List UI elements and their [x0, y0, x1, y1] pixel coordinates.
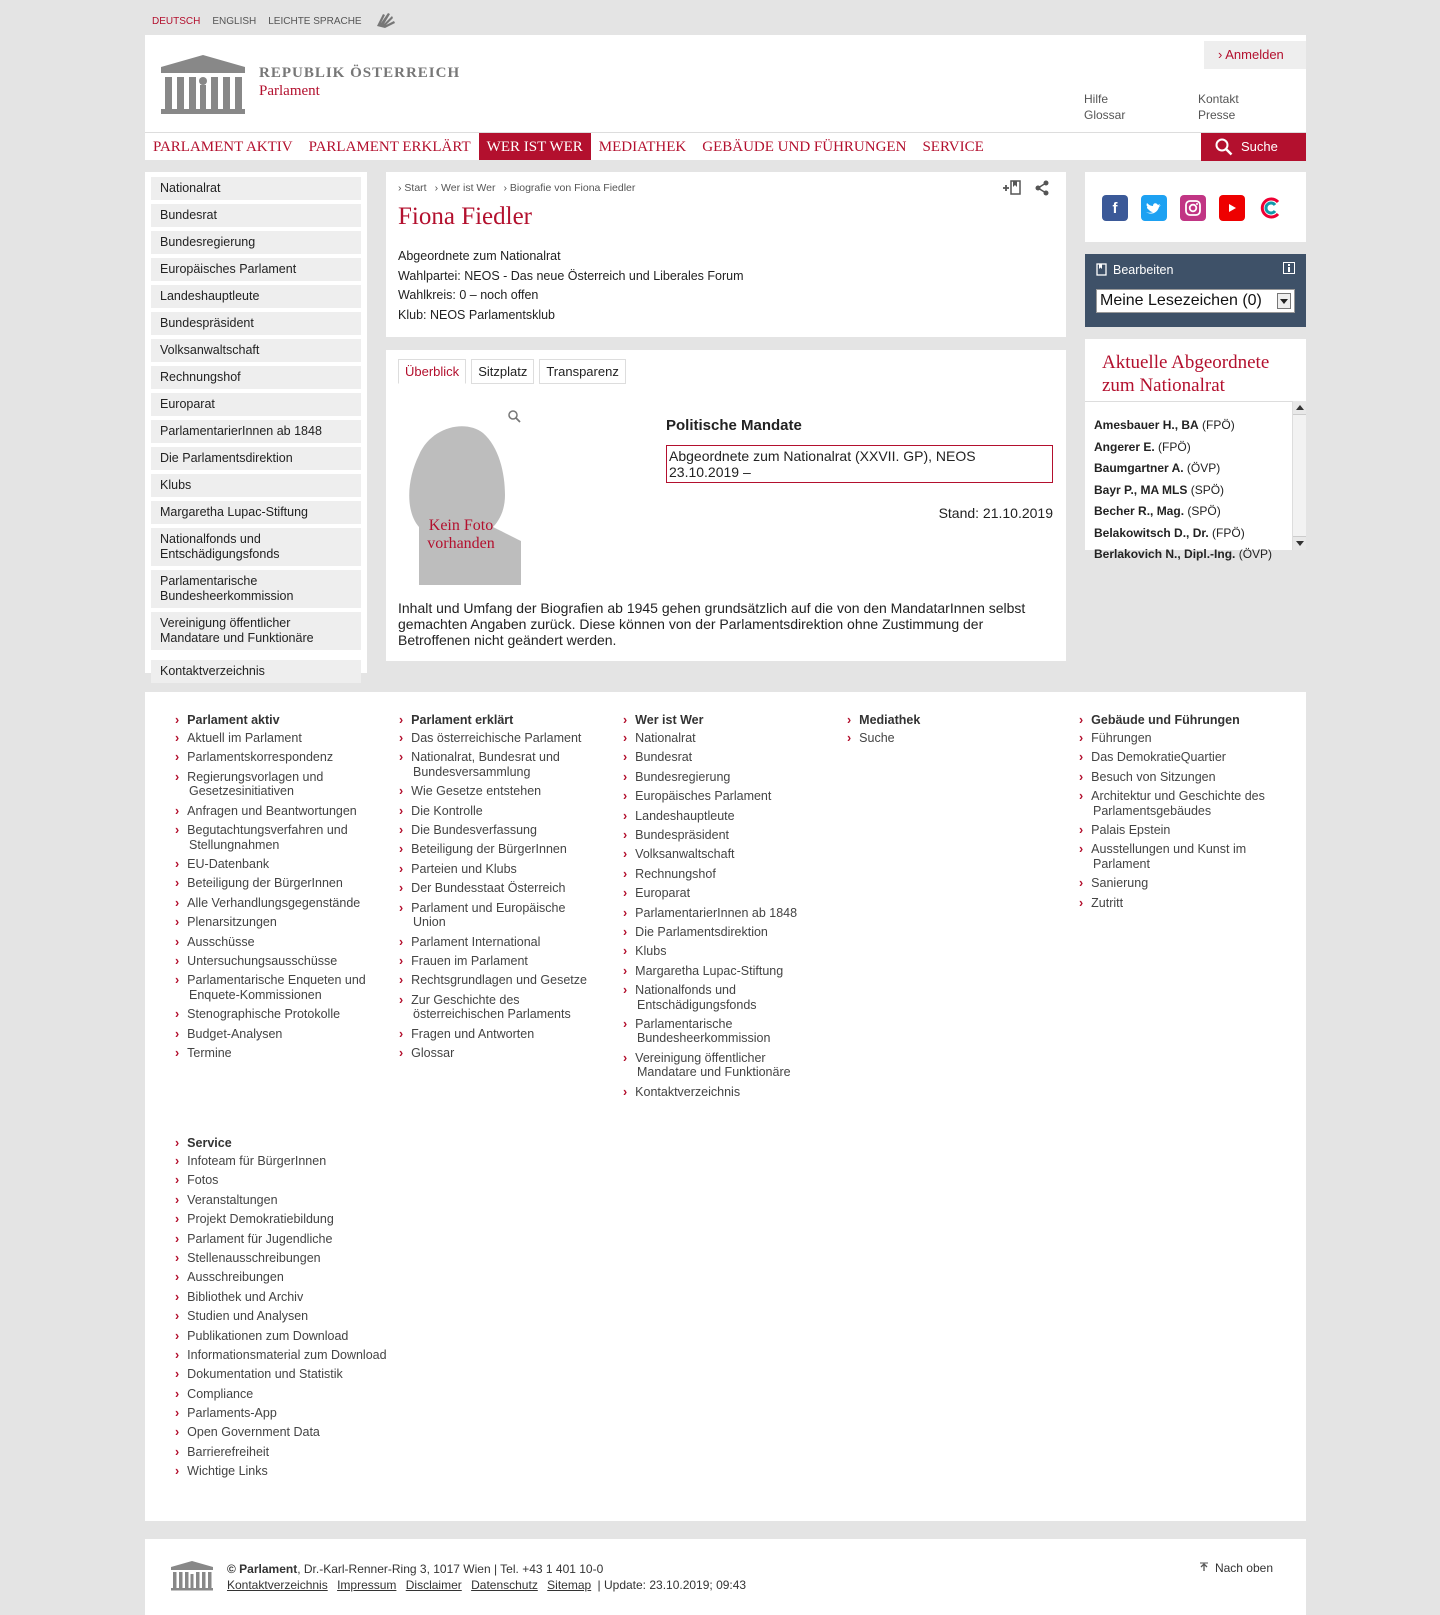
site-header: [145, 35, 1306, 132]
address: , Dr.-Karl-Renner-Ring 3, 1017 Wien | Tel. +43 1 401 10-0: [297, 1562, 604, 1576]
footer-link[interactable]: › Parlamentskorrespondenz: [175, 750, 380, 765]
nav-gebaeude[interactable]: GEBÄUDE UND FÜHRUNGEN: [702, 139, 907, 155]
social-links: [1085, 172, 1306, 242]
footer-link[interactable]: › Bundesregierung: [623, 770, 828, 785]
parliament-logo-icon: [159, 53, 247, 115]
footer-col-parlament-aktiv: [175, 713, 380, 1065]
footer-link[interactable]: › Margaretha Lupac-Stiftung: [623, 964, 828, 979]
search-label: Suche: [1241, 139, 1278, 154]
footer-link[interactable]: › Ausschreibungen: [175, 1270, 415, 1285]
youtube-icon[interactable]: [1219, 195, 1245, 221]
footer-link[interactable]: › Studien und Analysen: [175, 1309, 415, 1324]
mp-list-item[interactable]: [1094, 415, 1297, 437]
footer-link[interactable]: › Das österreichische Parlament: [399, 731, 599, 746]
demokratie-icon[interactable]: [1258, 195, 1284, 221]
footer-link[interactable]: › EU-Datenbank: [175, 857, 380, 872]
footer-link[interactable]: › Beteiligung der BürgerInnen: [175, 876, 380, 891]
contact-link[interactable]: Kontakt: [1198, 92, 1239, 106]
footer-link[interactable]: › Plenarsitzungen: [175, 915, 380, 930]
footer-link[interactable]: › Budget-Analysen: [175, 1027, 380, 1042]
mp-name: Berlakovich N., Dipl.-Ing.: [1094, 547, 1236, 561]
mp-name: Belakowitsch D., Dr.: [1094, 525, 1209, 540]
scroll-down-arrow[interactable]: [1293, 536, 1306, 550]
footer-link[interactable]: › Parlamentarische Bundesheerkommission: [623, 1017, 828, 1046]
chevron-right-icon: ›: [1218, 47, 1226, 62]
parliament-logo-icon: [170, 1560, 214, 1591]
mp-party: (FPÖ): [1202, 418, 1235, 432]
footer-link[interactable]: › Bundesrat: [623, 750, 828, 765]
zoom-icon[interactable]: [507, 409, 521, 426]
lang-deutsch[interactable]: DEUTSCH: [152, 15, 201, 27]
mp-party: (FPÖ): [1212, 525, 1245, 540]
footer-link[interactable]: › Barrierefreiheit: [175, 1445, 415, 1460]
mp-list-item[interactable]: [1094, 523, 1297, 545]
bookmarks-select[interactable]: [1096, 289, 1295, 313]
mp-party: (SPÖ): [1190, 482, 1225, 497]
footer-link[interactable]: › Parlament und Europäische Union: [399, 901, 599, 930]
bottom-info: [227, 1561, 746, 1593]
sidebar-item[interactable]: Margaretha Lupac-Stiftung: [151, 501, 361, 524]
bookmark-icon: [1096, 263, 1107, 276]
footer-col-wer-ist-wer: [623, 713, 828, 1104]
mp-list-item[interactable]: [1094, 480, 1297, 502]
nav-parlament-aktiv[interactable]: PARLAMENT AKTIV: [153, 139, 293, 155]
bookmark-panel: [1085, 254, 1306, 327]
bio-party: Wahlpartei: NEOS - Das neue Österreich und Liberales Forum: [398, 268, 744, 283]
footer-link[interactable]: › Aktuell im Parlament: [175, 731, 380, 746]
photo-placeholder[interactable]: [401, 415, 521, 585]
footer-heading[interactable]: › Service: [175, 1136, 415, 1150]
link-datenschutz[interactable]: Datenschutz: [471, 1578, 538, 1592]
footer-link[interactable]: › Suche: [847, 731, 1047, 746]
footer-link[interactable]: › Beteiligung der BürgerInnen: [399, 842, 599, 857]
footer-link[interactable]: › Der Bundesstaat Österreich: [399, 881, 599, 896]
back-to-top[interactable]: [1199, 1561, 1273, 1575]
sidebar-item[interactable]: Parlamentarische Bundesheerkommission: [151, 570, 361, 608]
search-button[interactable]: [1201, 133, 1306, 161]
stand-date: Stand: 21.10.2019: [938, 505, 1053, 521]
arrow-up-icon: [1199, 1562, 1209, 1572]
footer-link[interactable]: › Dokumentation und Statistik: [175, 1367, 415, 1382]
link-kontaktverzeichnis[interactable]: Kontaktverzeichnis: [227, 1578, 328, 1592]
bio-district: Wahlkreis: 0 – noch offen: [398, 288, 539, 302]
footer-link[interactable]: › Vereinigung öffentlicher Mandatare und Funktionäre: [623, 1051, 828, 1080]
footer-link[interactable]: › Bundespräsident: [623, 828, 828, 843]
footer-link[interactable]: › Ausschüsse: [175, 935, 380, 950]
bio-header: [386, 172, 1066, 337]
mp-list-item[interactable]: [1094, 544, 1297, 566]
breadcrumb-start[interactable]: › Start: [398, 182, 427, 194]
footer-heading[interactable]: › Mediathek: [847, 713, 1047, 727]
footer-link[interactable]: › Infoteam für BürgerInnen: [175, 1154, 415, 1169]
bookmark-add-icon[interactable]: [1002, 180, 1022, 199]
footer-link[interactable]: › Regierungsvorlagen und Gesetzesinitiativen: [175, 770, 380, 799]
footer-link[interactable]: › Anfragen und Beantwortungen: [175, 804, 380, 819]
tab-transparenz[interactable]: Transparenz: [539, 359, 626, 384]
bio-disclaimer: Inhalt und Umfang der Biografien ab 1945 gehen grundsätzlich auf die von den MandatarInnen selbst gemachten Angaben zurück. Diese können von der Parlamentsdirektion ohne Zustimmung der Betroffenen nicht geändert werden.: [398, 600, 1026, 648]
footer-link[interactable]: › Publikationen zum Download: [175, 1329, 415, 1344]
footer-link[interactable]: › Stenographische Protokolle: [175, 1007, 380, 1022]
sidebar-item[interactable]: Die Parlamentsdirektion: [151, 447, 361, 470]
copyright: © Parlament: [227, 1562, 298, 1576]
glossary-link[interactable]: Glossar: [1084, 108, 1126, 122]
footer-col-service: [175, 1136, 415, 1484]
sidebar-item[interactable]: Bundesregierung: [151, 231, 361, 254]
sidebar-item[interactable]: Europäisches Parlament: [151, 258, 361, 281]
footer-link[interactable]: › Nationalrat: [623, 731, 828, 746]
bottom-bar: [145, 1539, 1306, 1615]
info-icon[interactable]: [1283, 262, 1295, 277]
footer-link[interactable]: › Kontaktverzeichnis: [623, 1085, 828, 1100]
tab-sitzplatz[interactable]: Sitzplatz: [471, 359, 534, 384]
sidebar-item[interactable]: Vereinigung öffentlicher Mandatare und Funktionäre: [151, 612, 361, 650]
bio-club: Klub: NEOS Parlamentsklub: [398, 307, 556, 322]
page-title: Fiona Fiedler: [398, 203, 533, 230]
footer-link[interactable]: › Parlaments-App: [175, 1406, 415, 1421]
footer-col-parlament-erklaert: [399, 713, 599, 1065]
mp-name: Angerer E.: [1094, 439, 1155, 454]
mp-name: Amesbauer H., BA: [1094, 418, 1199, 432]
footer-heading[interactable]: › Wer ist Wer: [623, 713, 828, 727]
link-disclaimer[interactable]: Disclaimer: [405, 1578, 462, 1592]
breadcrumb-wer-ist-wer[interactable]: › Wer ist Wer: [435, 182, 496, 194]
footer-link[interactable]: › Führungen: [1079, 731, 1279, 746]
footer-col-gebaeude: [1079, 713, 1279, 915]
footer-link[interactable]: › Bibliothek und Archiv: [175, 1290, 415, 1305]
footer-link[interactable]: › Nationalfonds und Entschädigungsfonds: [623, 983, 828, 1012]
current-mps-list[interactable]: [1085, 401, 1306, 561]
breadcrumb-current: › Biografie von Fiona Fiedler: [503, 182, 635, 194]
footer-link[interactable]: › Besuch von Sitzungen: [1079, 770, 1279, 785]
political-mandates: [666, 417, 1053, 521]
footer-link[interactable]: › Sanierung: [1079, 876, 1279, 891]
footer-link[interactable]: › Compliance: [175, 1387, 415, 1402]
footer-link[interactable]: › Fragen und Antworten: [399, 1027, 599, 1042]
main-nav: [145, 132, 1306, 160]
mp-party: (ÖVP): [1186, 461, 1221, 475]
footer-link[interactable]: › Landeshauptleute: [623, 809, 828, 824]
footer-link[interactable]: › Parteien und Klubs: [399, 862, 599, 877]
mp-list-item[interactable]: [1094, 501, 1297, 523]
footer-link[interactable]: › ParlamentarierInnen ab 1848: [623, 906, 828, 921]
footer-link[interactable]: › Rechtsgrundlagen und Gesetze: [399, 973, 599, 988]
bio-info: [398, 247, 1054, 325]
footer-heading[interactable]: › Parlament erklärt: [399, 713, 599, 727]
nav-service[interactable]: SERVICE: [922, 139, 984, 155]
language-bar: [152, 14, 398, 28]
mp-party: (ÖVP): [1238, 547, 1273, 561]
back-to-top-label: Nach oben: [1214, 1561, 1273, 1575]
sidebar-item[interactable]: Bundespräsident: [151, 312, 361, 335]
sidebar-item[interactable]: Rechnungshof: [151, 366, 361, 389]
press-link[interactable]: Presse: [1198, 108, 1236, 122]
mandate-line: Abgeordnete zum Nationalrat (XXVII. GP), NEOS: [669, 448, 976, 464]
sidebar-item[interactable]: ParlamentarierInnen ab 1848: [151, 420, 361, 443]
footer-link[interactable]: › Die Parlamentsdirektion: [623, 925, 828, 940]
footer-link[interactable]: › Palais Epstein: [1079, 823, 1279, 838]
tab-bar: [398, 359, 1054, 384]
mp-list-item[interactable]: [1094, 437, 1297, 459]
facebook-icon[interactable]: f: [1102, 195, 1128, 221]
tab-ueberblick[interactable]: Überblick: [398, 359, 466, 384]
help-link[interactable]: Hilfe: [1084, 92, 1109, 106]
sidebar-item[interactable]: Volksanwaltschaft: [151, 339, 361, 362]
search-icon: [1215, 138, 1233, 156]
link-sitemap[interactable]: Sitemap: [547, 1578, 592, 1592]
footer-link[interactable]: › Europäisches Parlament: [623, 789, 828, 804]
footer-heading[interactable]: › Parlament aktiv: [175, 713, 380, 727]
footer-link[interactable]: › Ausstellungen und Kunst im Parlament: [1079, 842, 1279, 871]
footer-link[interactable]: › Stellenausschreibungen: [175, 1251, 415, 1266]
mp-party: (SPÖ): [1187, 504, 1221, 518]
footer-link[interactable]: › Zur Geschichte des österreichischen Parlaments: [399, 993, 599, 1022]
sidebar-item[interactable]: Nationalrat: [151, 177, 361, 200]
sidebar-item[interactable]: Klubs: [151, 474, 361, 497]
footer-link[interactable]: › Alle Verhandlungsgegenstände: [175, 896, 380, 911]
footer-link[interactable]: › Volksanwaltschaft: [623, 847, 828, 862]
footer-link[interactable]: › Zutritt: [1079, 896, 1279, 911]
footer-link[interactable]: › Das DemokratieQuartier: [1079, 750, 1279, 765]
bookmarks-select-value: Meine Lesezeichen (0): [1100, 292, 1262, 309]
footer-link[interactable]: › Nationalrat, Bundesrat und Bundesversammlung: [399, 750, 599, 779]
mp-party: (FPÖ): [1158, 439, 1191, 454]
footer-link[interactable]: › Projekt Demokratiebildung: [175, 1212, 415, 1227]
instagram-icon[interactable]: [1180, 195, 1206, 221]
update-date: | Update: 23.10.2019; 09:43: [597, 1578, 747, 1592]
footer-link[interactable]: › Parlament International: [399, 935, 599, 950]
mp-name: Becher R., Mag.: [1094, 504, 1185, 518]
scroll-up-arrow[interactable]: [1293, 401, 1306, 415]
breadcrumb: [398, 182, 1054, 194]
footer-link[interactable]: › Wie Gesetze entstehen: [399, 784, 599, 799]
site-logo[interactable]: [159, 53, 460, 115]
mp-name: Baumgartner A.: [1094, 461, 1184, 475]
nav-mediathek[interactable]: MEDIATHEK: [598, 139, 687, 155]
footer-link[interactable]: › Parlament für Jugendliche: [175, 1232, 415, 1247]
footer-link[interactable]: › Termine: [175, 1046, 380, 1061]
sidebar-item[interactable]: Nationalfonds und Entschädigungsfonds: [151, 528, 361, 566]
footer-link[interactable]: › Rechnungshof: [623, 867, 828, 882]
nav-wer-ist-wer[interactable]: WER IST WER: [479, 133, 591, 160]
sidebar-item[interactable]: Bundesrat: [151, 204, 361, 227]
footer-link[interactable]: › Informationsmaterial zum Download: [175, 1348, 415, 1363]
footer-link[interactable]: › Frauen im Parlament: [399, 954, 599, 969]
footer-sitemap: [145, 692, 1306, 1521]
header-links: [1084, 92, 1278, 122]
nav-parlament-erklaert[interactable]: PARLAMENT ERKLÄRT: [308, 139, 471, 155]
login-button[interactable]: [1204, 41, 1306, 69]
sidebar-item[interactable]: Kontaktverzeichnis: [151, 660, 361, 683]
footer-link[interactable]: › Fotos: [175, 1173, 415, 1188]
logo-subtitle: Parlament: [259, 83, 320, 99]
lang-english[interactable]: ENGLISH: [212, 15, 257, 27]
mp-list-item[interactable]: [1094, 458, 1297, 480]
logo-title: REPUBLIK ÖSTERREICH: [259, 65, 461, 81]
footer-link[interactable]: › Untersuchungsausschüsse: [175, 954, 380, 969]
footer-link[interactable]: › Die Kontrolle: [399, 804, 599, 819]
bio-content: [386, 350, 1066, 661]
footer-link[interactable]: › Europarat: [623, 886, 828, 901]
footer-link[interactable]: › Klubs: [623, 944, 828, 959]
bookmark-edit-label[interactable]: Bearbeiten: [1113, 262, 1174, 277]
no-photo-text: Kein Foto vorhanden: [427, 517, 495, 552]
footer-link[interactable]: › Die Bundesverfassung: [399, 823, 599, 838]
footer-link[interactable]: › Architektur und Geschichte des Parlamentsgebäudes: [1079, 789, 1279, 818]
footer-link[interactable]: › Glossar: [399, 1046, 599, 1061]
twitter-icon[interactable]: [1141, 195, 1167, 221]
footer-link[interactable]: › Veranstaltungen: [175, 1193, 415, 1208]
login-label: Anmelden: [1225, 47, 1284, 62]
mandate-date: 23.10.2019 –: [669, 464, 751, 480]
scrollbar[interactable]: [1292, 401, 1306, 550]
sign-language-icon[interactable]: [374, 11, 398, 32]
current-mps-panel: [1085, 339, 1306, 561]
left-nav: [145, 172, 367, 678]
share-icon[interactable]: [1034, 180, 1050, 199]
bio-role: Abgeordnete zum Nationalrat: [398, 249, 561, 263]
sidebar-item[interactable]: Landeshauptleute: [151, 285, 361, 308]
link-impressum[interactable]: Impressum: [337, 1578, 397, 1592]
footer-link[interactable]: › Wichtige Links: [175, 1464, 415, 1479]
footer-link[interactable]: › Begutachtungsverfahren und Stellungnahmen: [175, 823, 380, 852]
mandate-entry: [666, 445, 1053, 483]
sidebar-item[interactable]: Europarat: [151, 393, 361, 416]
mp-name: Bayr P., MA MLS: [1094, 482, 1188, 497]
mandates-title: Politische Mandate: [666, 417, 802, 434]
footer-link[interactable]: › Open Government Data: [175, 1425, 415, 1440]
footer-col-mediathek: [847, 713, 1047, 750]
lang-leichte-sprache[interactable]: LEICHTE SPRACHE: [268, 15, 362, 27]
footer-heading[interactable]: › Gebäude und Führungen: [1079, 713, 1279, 727]
chevron-down-icon: [1277, 293, 1291, 309]
footer-link[interactable]: › Parlamentarische Enqueten und Enquete-Kommissionen: [175, 973, 380, 1002]
current-mps-title: Aktuelle Abgeordnete zum Nationalrat: [1102, 352, 1270, 396]
